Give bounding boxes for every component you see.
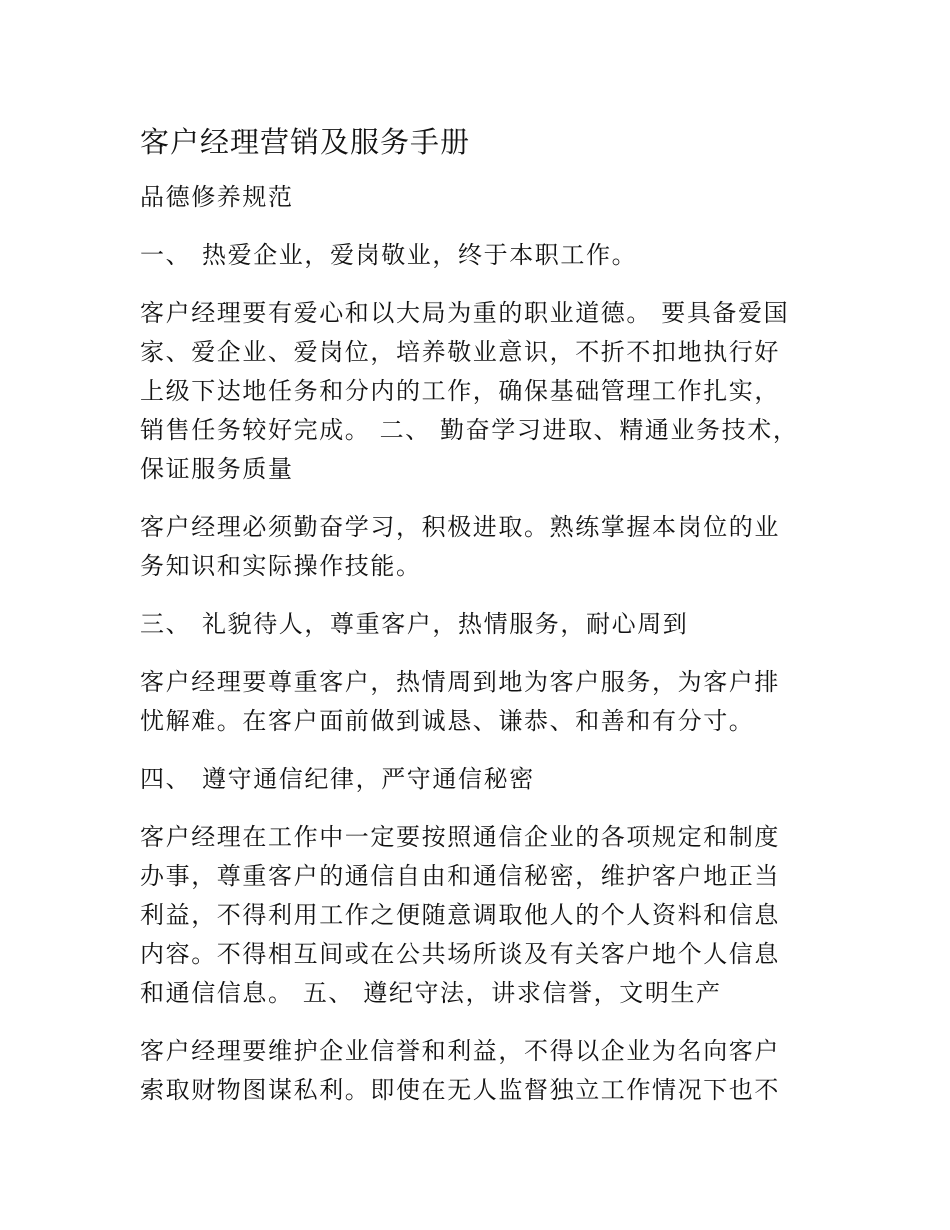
text-line: 上级下达地任务和分内的工作，确保基础管理工作扎实，: [140, 377, 780, 405]
paragraph-2: [140, 508, 815, 586]
paragraph-5: [140, 1032, 815, 1110]
section-number: 三、: [140, 610, 192, 638]
section-heading-3: [140, 605, 815, 644]
text-line: 内容。不得相互间或在公共场所谈及有关客户地个人信息: [140, 940, 780, 968]
text-line: 和通信信息。 五、 遵纪守法，讲求信誉，文明生产: [140, 979, 722, 1007]
document-title: 客户经理营销及服务手册: [140, 125, 471, 159]
paragraph-4: [140, 818, 815, 1013]
section-subtitle: 品德修养规范: [140, 183, 294, 211]
text-line: 索取财物图谋私利。即使在无人监督独立工作情况下也不: [140, 1076, 780, 1104]
section-heading-text: 遵守通信纪律，严守通信秘密: [202, 765, 535, 793]
section-number: 一、: [140, 241, 192, 269]
section-heading-text: 热爱企业，爱岗敬业，终于本职工作。: [202, 241, 638, 269]
text-line: 保证服务质量: [140, 455, 294, 483]
text-line: 客户经理要有爱心和以大局为重的职业道德。 要具备爱国: [140, 299, 790, 327]
text-line: 办事，尊重客户的通信自由和通信秘密，维护客户地正当: [140, 862, 780, 890]
section-heading-4: [140, 760, 815, 799]
text-line: 忧解难。在客户面前做到诚恳、谦恭、和善和有分寸。: [140, 707, 755, 735]
document-page: [140, 118, 815, 1129]
paragraph-1: [140, 294, 815, 489]
section-number: 四、: [140, 765, 192, 793]
section-heading-text: 礼貌待人，尊重客户，热情服务，耐心周到: [202, 610, 689, 638]
text-line: 客户经理必须勤奋学习，积极进取。熟练掌握本岗位的业: [140, 513, 780, 541]
text-line: 客户经理要维护企业信誉和利益，不得以企业为名向客户: [140, 1037, 780, 1065]
text-line: 务知识和实际操作技能。: [140, 552, 422, 580]
text-line: 销售任务较好完成。 二、 勤奋学习进取、精通业务技术，: [140, 416, 799, 444]
section-heading-1: [140, 236, 815, 275]
paragraph-3: [140, 663, 815, 741]
text-line: 利益，不得利用工作之便随意调取他人的个人资料和信息: [140, 901, 780, 929]
text-line: 客户经理在工作中一定要按照通信企业的各项规定和制度: [140, 823, 780, 851]
text-line: 家、爱企业、爱岗位，培养敬业意识，不折不扣地执行好: [140, 338, 780, 366]
text-line: 客户经理要尊重客户，热情周到地为客户服务，为客户排: [140, 668, 780, 696]
